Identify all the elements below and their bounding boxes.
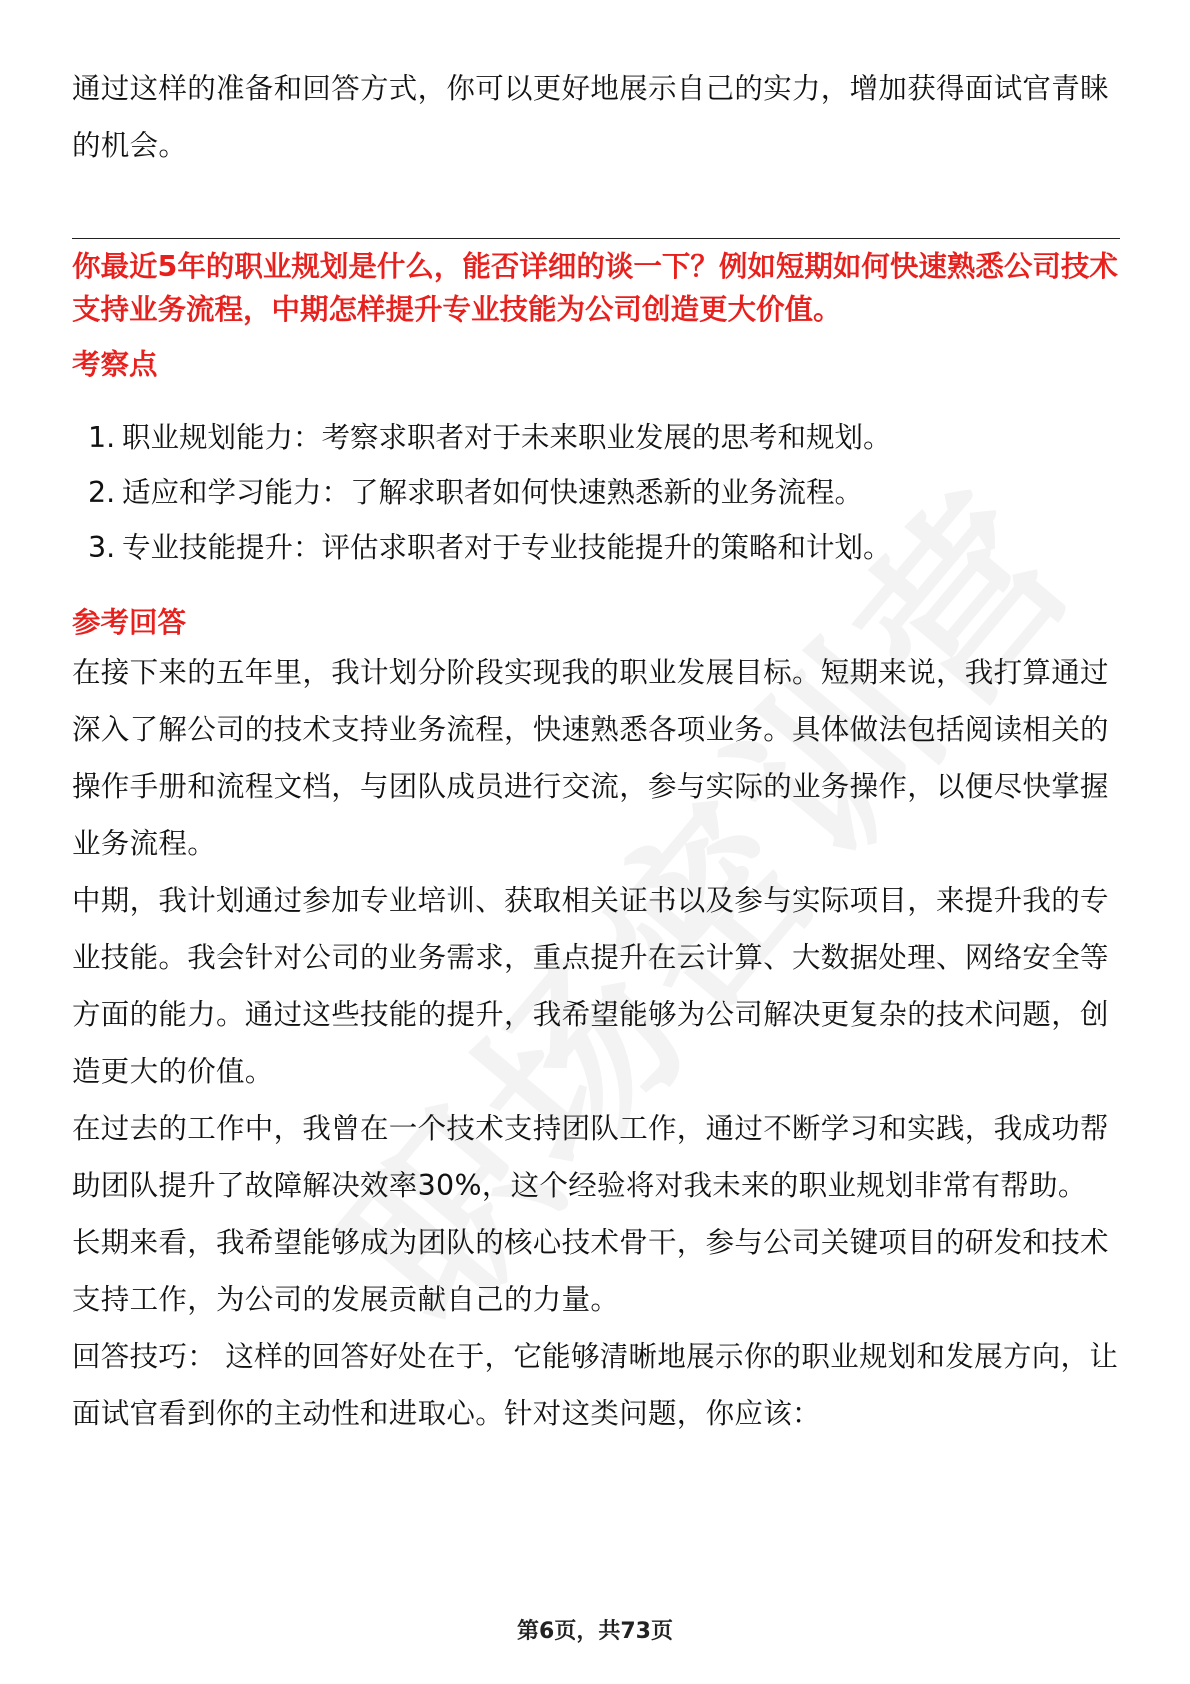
list-item-number: 2.: [88, 476, 116, 509]
list-item: [72, 410, 1120, 465]
answer-tips-paragraph: 回答技巧： 这样的回答好处在于，它能够清晰地展示你的职业规划和发展方向，让面试官看到你的主动性和进取心。针对这类问题，你应该：: [72, 1340, 1119, 1430]
page-number: 第6页，共73页: [517, 1619, 673, 1644]
list-item-text: 适应和学习能力：了解求职者如何快速熟悉新的业务流程。: [122, 476, 864, 509]
page-content: [72, 60, 1120, 1442]
list-item-text: 职业规划能力：考察求职者对于未来职业发展的思考和规划。: [122, 421, 892, 454]
cankao-heading: 参考回答: [72, 606, 187, 639]
list-item: [72, 465, 1120, 520]
answer-paragraph: 在接下来的五年里，我计划分阶段实现我的职业发展目标。短期来说，我打算通过深入了解公司的技术支持业务流程，快速熟悉各项业务。具体做法包括阅读相关的操作手册和流程文档，与团队成员进行交流，参与实际的业务操作，以便尽快掌握业务流程。: [72, 656, 1109, 860]
question-text: 你最近5年的职业规划是什么，能否详细的谈一下？例如短期如何快速熟悉公司技术支持业务流程，中期怎样提升专业技能为公司创造更大价值。: [72, 250, 1118, 326]
list-item-text: 专业技能提升：评估求职者对于专业技能提升的策略和计划。: [122, 531, 892, 564]
answer-paragraph: 中期，我计划通过参加专业培训、获取相关证书以及参与实际项目，来提升我的专业技能。我会针对公司的业务需求，重点提升在云计算、大数据处理、网络安全等方面的能力。通过这些技能的提升，我希望能够为公司解决更复杂的技术问题，创造更大的价值。: [72, 884, 1109, 1088]
kaocha-list: [72, 410, 1120, 575]
answer-paragraph: 在过去的工作中，我曾在一个技术支持团队工作，通过不断学习和实践，我成功帮助团队提升了故障解决效率30%，这个经验将对我未来的职业规划非常有帮助。: [72, 1112, 1109, 1202]
answer-paragraph: 长期来看，我希望能够成为团队的核心技术骨干，参与公司关键项目的研发和技术支持工作，为公司的发展贡献自己的力量。: [72, 1226, 1109, 1316]
section-divider: [72, 238, 1120, 239]
list-item: [72, 520, 1120, 575]
kaocha-heading: 考察点: [72, 348, 158, 381]
list-item-number: 1.: [88, 421, 116, 454]
list-item-number: 3.: [88, 531, 116, 564]
intro-paragraph: 通过这样的准备和回答方式，你可以更好地展示自己的实力，增加获得面试官青睐的机会。: [72, 72, 1109, 162]
